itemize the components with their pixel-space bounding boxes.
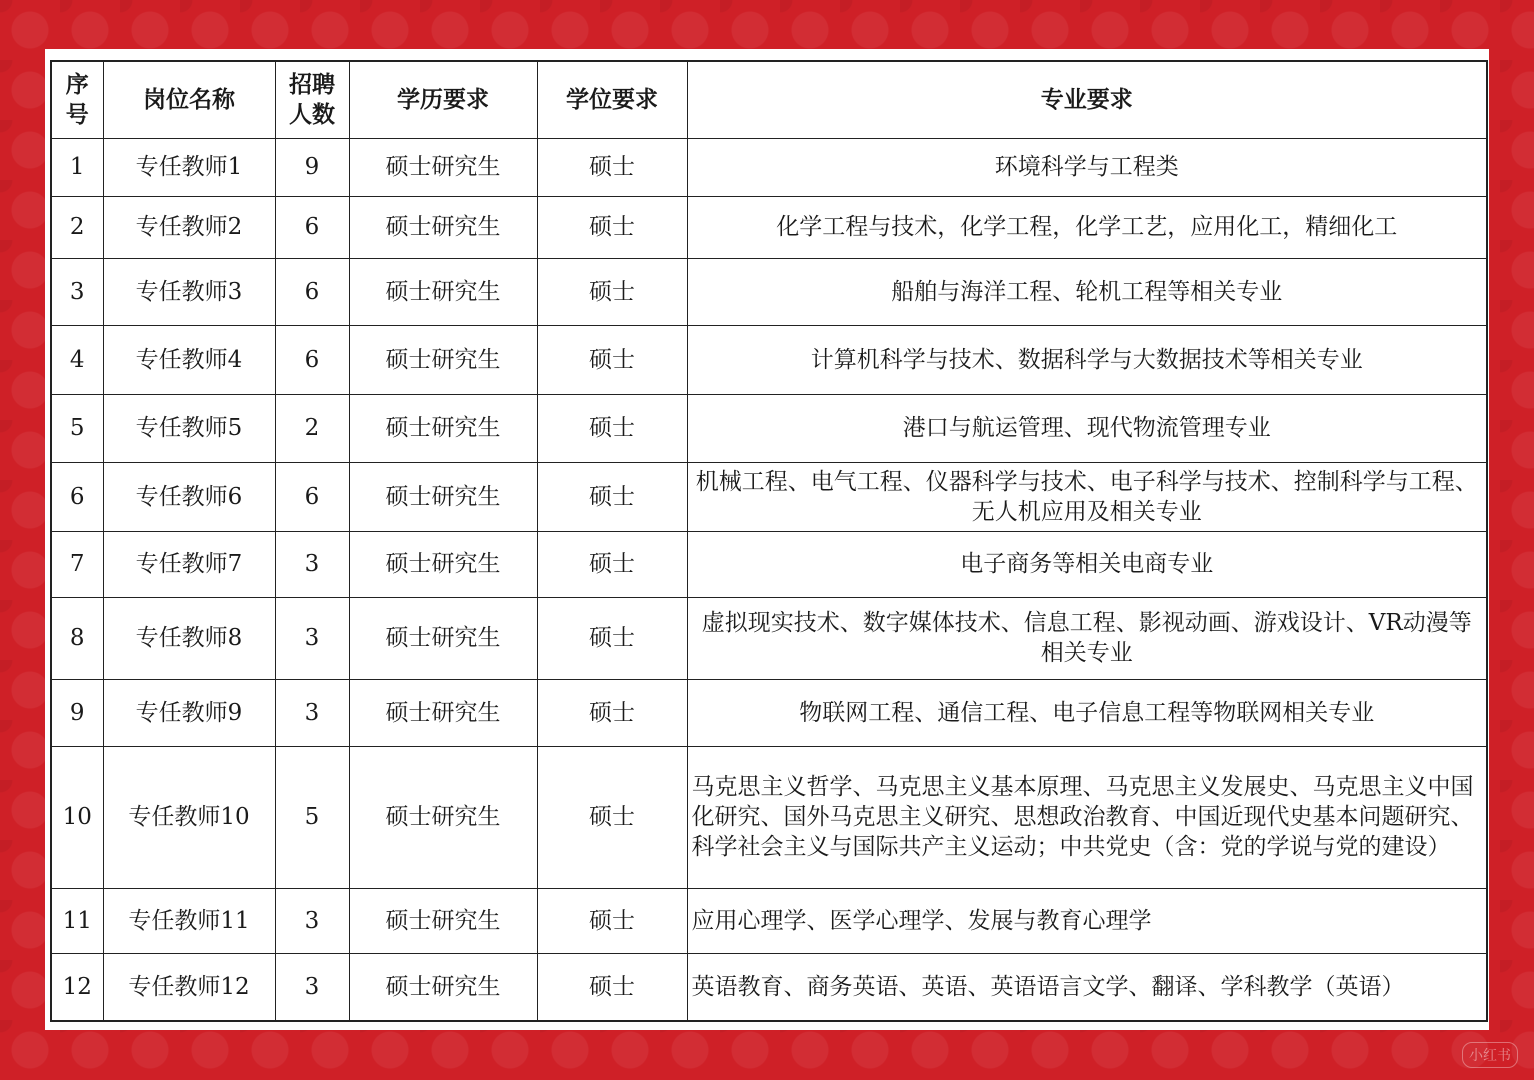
cell-no: 3: [51, 258, 103, 325]
header-major: 专业要求: [687, 61, 1487, 138]
cell-no: 5: [51, 394, 103, 462]
cell-no: 10: [51, 746, 103, 888]
cell-degree: 硕士: [537, 953, 687, 1021]
cell-education: 硕士研究生: [349, 888, 537, 953]
cell-degree: 硕士: [537, 746, 687, 888]
table-row: [51, 888, 1487, 953]
cell-degree: 硕士: [537, 394, 687, 462]
cell-major: 船舶与海洋工程、轮机工程等相关专业: [687, 258, 1487, 325]
cell-degree: 硕士: [537, 679, 687, 746]
cell-education: 硕士研究生: [349, 258, 537, 325]
table-row: [51, 597, 1487, 679]
cell-major: 英语教育、商务英语、英语、英语语言文学、翻译、学科教学（英语）: [687, 953, 1487, 1021]
cell-no: 9: [51, 679, 103, 746]
table-row: [51, 953, 1487, 1021]
header-count: 招聘人数: [275, 61, 349, 138]
cell-degree: 硕士: [537, 258, 687, 325]
cell-count: 9: [275, 138, 349, 196]
cell-count: 6: [275, 196, 349, 258]
cell-education: 硕士研究生: [349, 746, 537, 888]
cell-position: 专任教师11: [103, 888, 275, 953]
cell-major: 计算机科学与技术、数据科学与大数据技术等相关专业: [687, 325, 1487, 394]
cell-position: 专任教师12: [103, 953, 275, 1021]
cell-position: 专任教师6: [103, 462, 275, 531]
cell-count: 3: [275, 679, 349, 746]
cell-no: 2: [51, 196, 103, 258]
cell-position: 专任教师5: [103, 394, 275, 462]
cell-education: 硕士研究生: [349, 953, 537, 1021]
cell-count: 6: [275, 258, 349, 325]
recruitment-table: [50, 60, 1488, 1022]
cell-education: 硕士研究生: [349, 531, 537, 597]
cell-degree: 硕士: [537, 888, 687, 953]
cell-degree: 硕士: [537, 462, 687, 531]
cell-no: 6: [51, 462, 103, 531]
cell-no: 1: [51, 138, 103, 196]
cell-no: 8: [51, 597, 103, 679]
cell-no: 4: [51, 325, 103, 394]
table-row: [51, 394, 1487, 462]
cell-count: 3: [275, 531, 349, 597]
cell-education: 硕士研究生: [349, 394, 537, 462]
cell-no: 11: [51, 888, 103, 953]
header-no: 序号: [51, 61, 103, 138]
document-sheet: [45, 49, 1489, 1030]
cell-no: 7: [51, 531, 103, 597]
cell-major: 电子商务等相关电商专业: [687, 531, 1487, 597]
watermark-logo: 小红书: [1462, 1042, 1518, 1068]
table-row: [51, 138, 1487, 196]
cell-major: 应用心理学、医学心理学、发展与教育心理学: [687, 888, 1487, 953]
cell-major: 化学工程与技术，化学工程，化学工艺，应用化工，精细化工: [687, 196, 1487, 258]
cell-major: 物联网工程、通信工程、电子信息工程等物联网相关专业: [687, 679, 1487, 746]
header-row: [51, 61, 1487, 138]
header-degree: 学位要求: [537, 61, 687, 138]
table-row: [51, 462, 1487, 531]
cell-position: 专任教师7: [103, 531, 275, 597]
cell-count: 3: [275, 953, 349, 1021]
header-position: 岗位名称: [103, 61, 275, 138]
cell-position: 专任教师9: [103, 679, 275, 746]
cell-major: 虚拟现实技术、数字媒体技术、信息工程、影视动画、游戏设计、VR动漫等相关专业: [687, 597, 1487, 679]
table-row: [51, 325, 1487, 394]
cell-count: 3: [275, 888, 349, 953]
table-row: [51, 746, 1487, 888]
cell-no: 12: [51, 953, 103, 1021]
cell-education: 硕士研究生: [349, 597, 537, 679]
cell-position: 专任教师2: [103, 196, 275, 258]
cell-degree: 硕士: [537, 196, 687, 258]
cell-position: 专任教师8: [103, 597, 275, 679]
cell-count: 6: [275, 462, 349, 531]
cell-position: 专任教师3: [103, 258, 275, 325]
cell-major: 机械工程、电气工程、仪器科学与技术、电子科学与技术、控制科学与工程、无人机应用及相关专业: [687, 462, 1487, 531]
cell-education: 硕士研究生: [349, 196, 537, 258]
cell-position: 专任教师4: [103, 325, 275, 394]
cell-count: 5: [275, 746, 349, 888]
cell-education: 硕士研究生: [349, 679, 537, 746]
cell-degree: 硕士: [537, 531, 687, 597]
cell-position: 专任教师1: [103, 138, 275, 196]
header-education: 学历要求: [349, 61, 537, 138]
cell-degree: 硕士: [537, 138, 687, 196]
cell-degree: 硕士: [537, 325, 687, 394]
cell-major: 马克思主义哲学、马克思主义基本原理、马克思主义发展史、马克思主义中国化研究、国外马克思主义研究、思想政治教育、中国近现代史基本问题研究、科学社会主义与国际共产主义运动；中共党史（含：党的学说与党的建设）: [687, 746, 1487, 888]
cell-count: 6: [275, 325, 349, 394]
cell-education: 硕士研究生: [349, 325, 537, 394]
cell-position: 专任教师10: [103, 746, 275, 888]
table-row: [51, 679, 1487, 746]
cell-count: 2: [275, 394, 349, 462]
table-row: [51, 196, 1487, 258]
cell-count: 3: [275, 597, 349, 679]
cell-degree: 硕士: [537, 597, 687, 679]
cell-major: 环境科学与工程类: [687, 138, 1487, 196]
table-row: [51, 531, 1487, 597]
cell-education: 硕士研究生: [349, 462, 537, 531]
table-row: [51, 258, 1487, 325]
cell-education: 硕士研究生: [349, 138, 537, 196]
cell-major: 港口与航运管理、现代物流管理专业: [687, 394, 1487, 462]
